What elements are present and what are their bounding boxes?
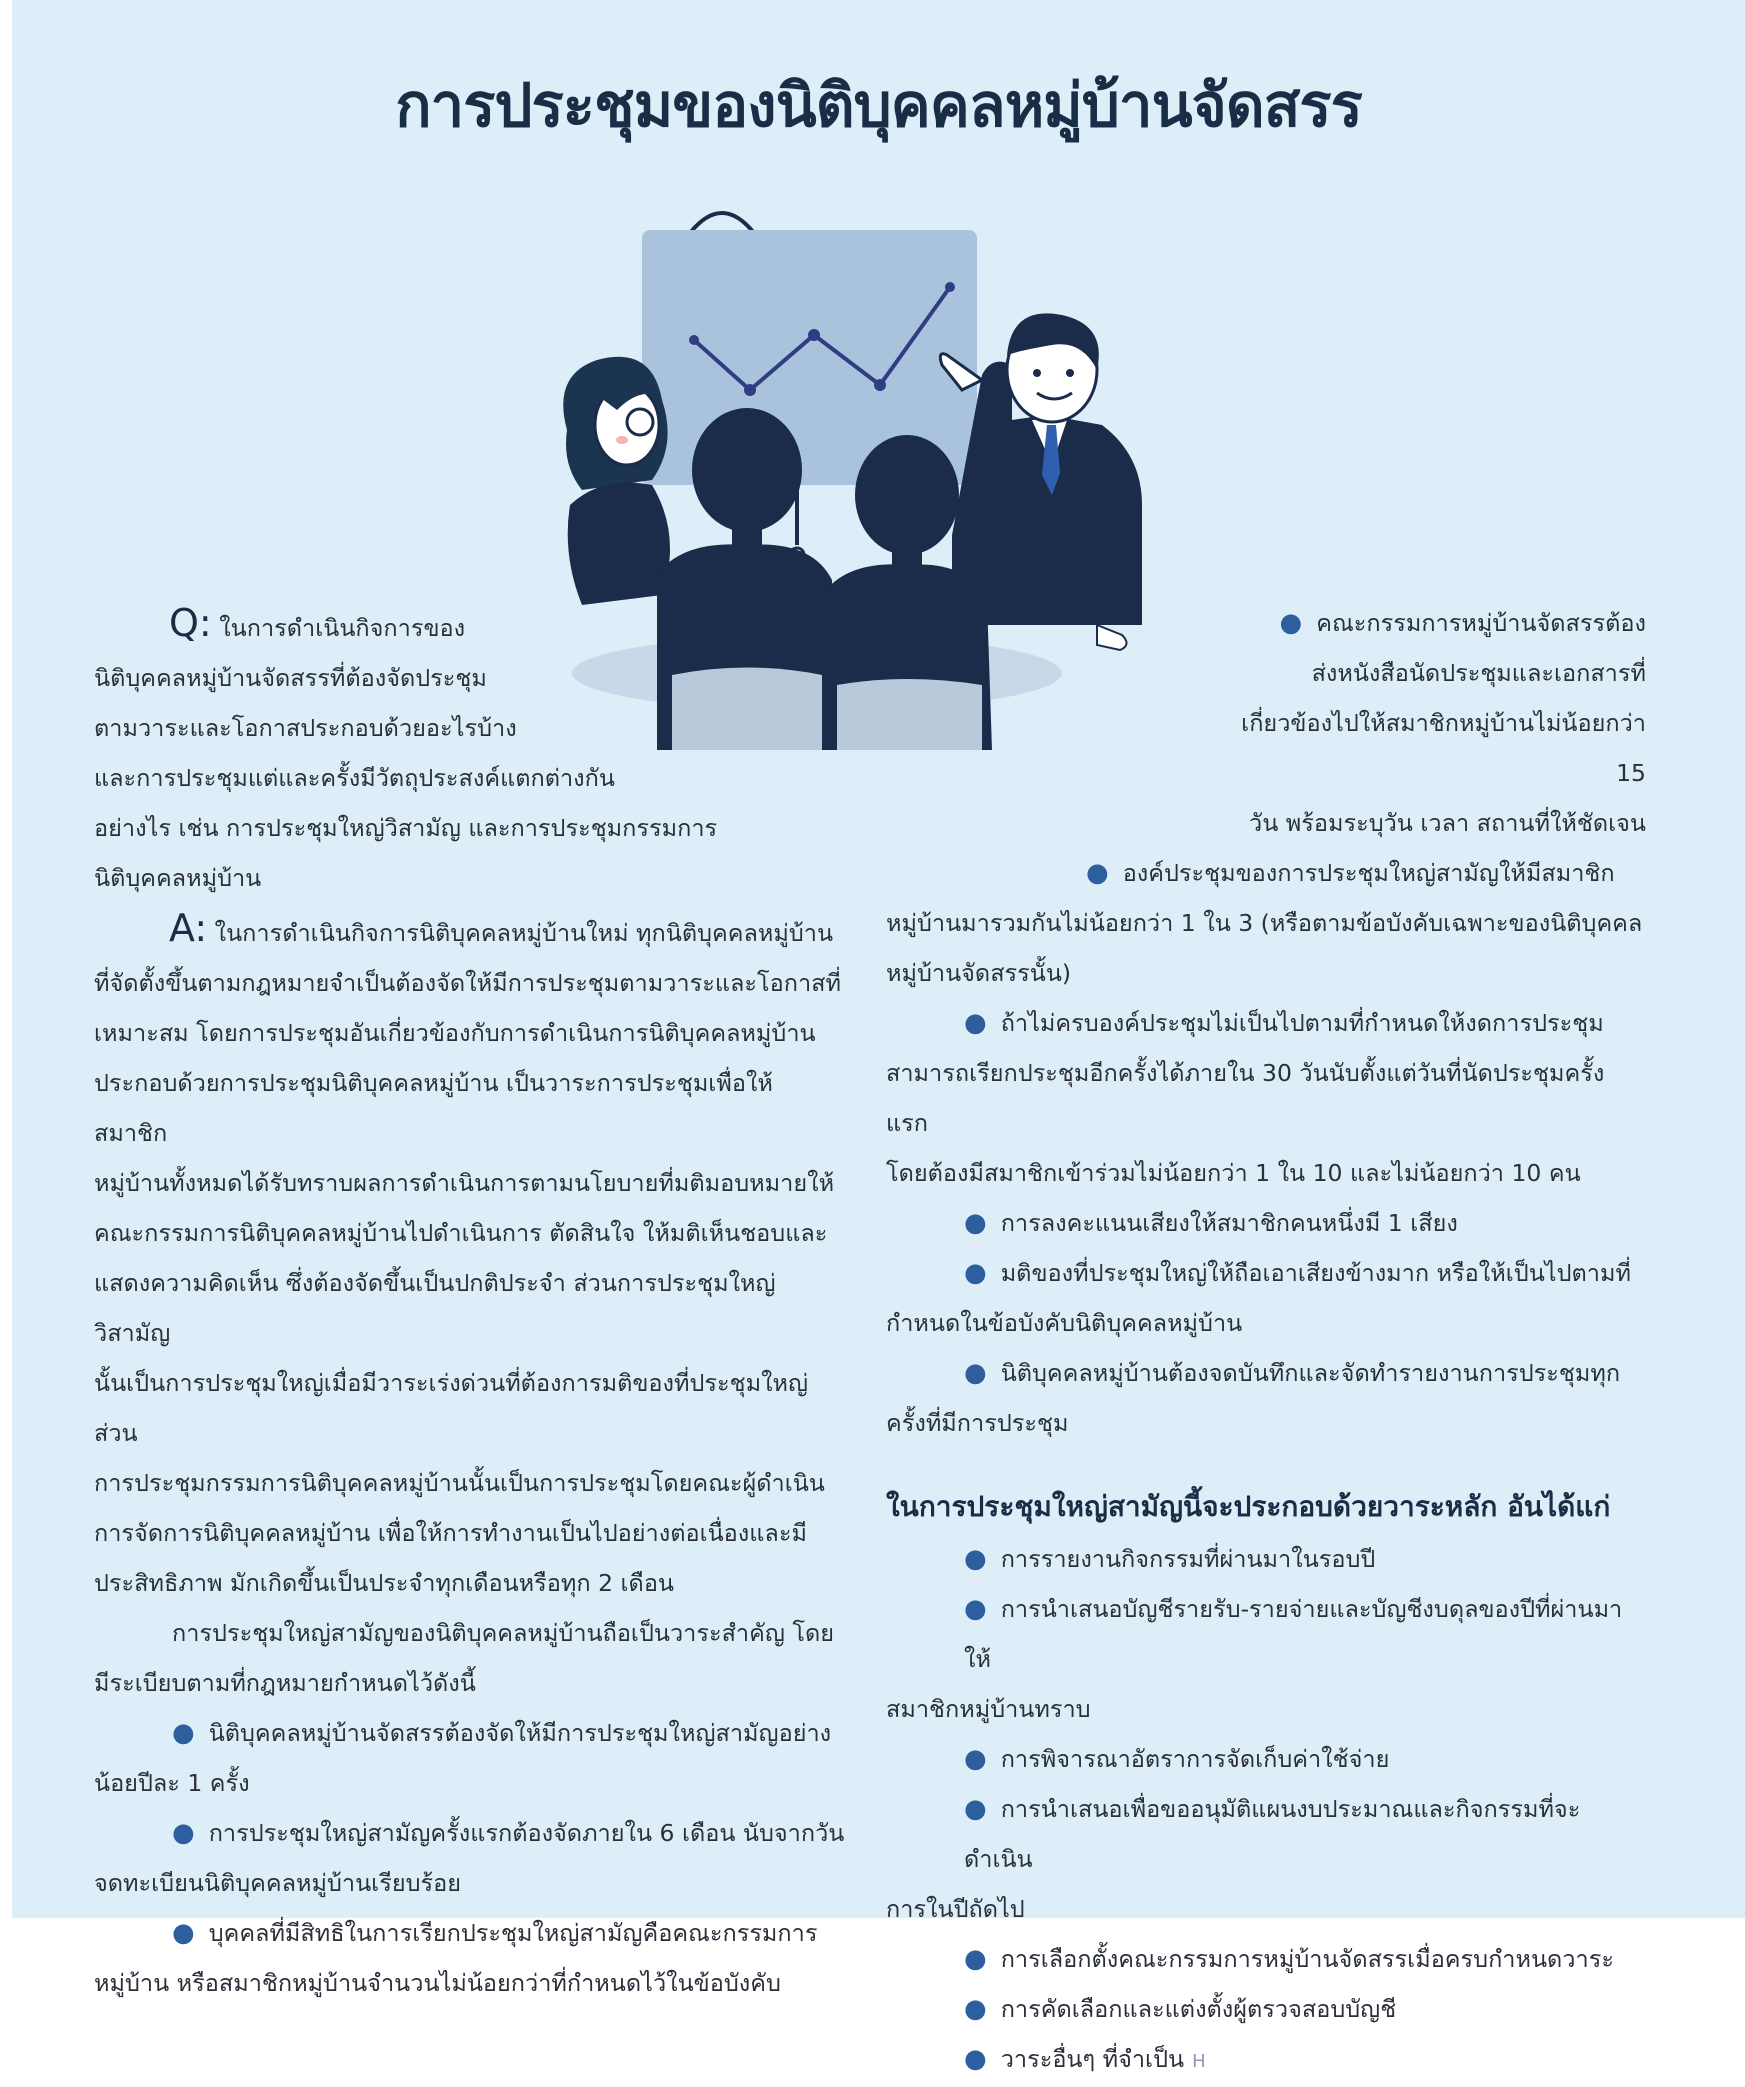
answer-block [94, 903, 846, 1708]
bullet-text: บุคคลที่มีสิทธิในการเรียกประชุมใหญ่สามัญคือคณะกรรมการ [208, 1919, 818, 1947]
bullet-text: ถ้าไม่ครบองค์ประชุมไม่เป็นไปตามที่กำหนดให้งดการประชุม [1000, 1009, 1604, 1037]
bullet-text: ส่งหนังสือนัดประชุมและเอกสารที่ [1311, 659, 1646, 687]
bullet-text: การลงคะแนนเสียงให้สมาชิกคนหนึ่งมี 1 เสียง [1000, 1209, 1458, 1237]
bullet-text: เกี่ยวข้องไปให้สมาชิกหมู่บ้านไม่น้อยกว่า 15 [1241, 709, 1646, 787]
answer-line: หมู่บ้านทั้งหมดได้รับทราบผลการดำเนินการตามนโยบายที่มติมอบหมายให้ [94, 1169, 835, 1197]
bullet-icon: ● [964, 1944, 987, 1974]
answer-line: การประชุมกรรมการนิติบุคคลหมู่บ้านนั้นเป็นการประชุมโดยคณะผู้ดำเนิน [94, 1469, 825, 1497]
right-top-bullet [886, 598, 1646, 848]
bullet-icon: ● [964, 1358, 987, 1388]
agenda-heading: ในการประชุมใหญ่สามัญนี้จะประกอบด้วยวาระหลัก อันได้แก่ [886, 1490, 1611, 1523]
answer-line: แสดงความคิดเห็น ซึ่งต้องจัดขึ้นเป็นปกติประจำ ส่วนการประชุมใหญ่วิสามัญ [94, 1269, 776, 1347]
bullet-icon: ● [964, 1994, 987, 2024]
question-line: นิติบุคคลหมู่บ้าน [94, 864, 262, 892]
bullet-text: สามารถเรียกประชุมอีกครั้งได้ภายใน 30 วันนับตั้งแต่วันที่นัดประชุมครั้งแรก [886, 1059, 1605, 1137]
answer-para2-line: มีระเบียบตามที่กฎหมายกำหนดไว้ดังนี้ [94, 1669, 476, 1697]
bullet-text: หมู่บ้าน หรือสมาชิกหมู่บ้านจำนวนไม่น้อยกว่าที่กำหนดไว้ในข้อบังคับ [94, 1969, 781, 1997]
bullet-icon: ● [1086, 858, 1109, 888]
answer-line: เหมาะสม โดยการประชุมอันเกี่ยวข้องกับการดำเนินการนิติบุคคลหมู่บ้าน [94, 1019, 816, 1047]
agenda-bullet-list [886, 1534, 1646, 2087]
bullet-icon: ● [964, 1744, 987, 1774]
answer-line: คณะกรรมการนิติบุคคลหมู่บ้านไปดำเนินการ ตัดสินใจ ให้มติเห็นชอบและ [94, 1219, 828, 1247]
answer-mark: A: [169, 906, 208, 950]
bullet-text: การรายงานกิจกรรมที่ผ่านมาในรอบปี [1000, 1545, 1376, 1573]
question-block [94, 598, 846, 903]
bullet-text: คณะกรรมการหมู่บ้านจัดสรรต้อง [1316, 609, 1646, 637]
bullet-text: หมู่บ้านจัดสรรนั้น) [886, 959, 1072, 987]
answer-line: ในการดำเนินกิจการนิติบุคคลหมู่บ้านใหม่ ทุกนิติบุคคลหมู่บ้าน [214, 919, 834, 947]
bullet-text: วัน พร้อมระบุวัน เวลา สถานที่ให้ชัดเจน [1249, 809, 1646, 837]
bullet-icon: ● [1279, 608, 1303, 638]
bullet-text: การคัดเลือกและแต่งตั้งผู้ตรวจสอบบัญชี [1000, 1995, 1397, 2023]
bullet-text: มติของที่ประชุมใหญ่ให้ถือเอาเสียงข้างมาก หรือให้เป็นไปตามที่ [1000, 1259, 1631, 1287]
bullet-text: นิติบุคคลหมู่บ้านต้องจดบันทึกและจัดทำรายงานการประชุมทุก [1000, 1359, 1621, 1387]
bullet-text: กำหนดในข้อบังคับนิติบุคคลหมู่บ้าน [886, 1309, 1243, 1337]
bullet-text: การประชุมใหญ่สามัญครั้งแรกต้องจัดภายใน 6 เดือน นับจากวัน [208, 1819, 845, 1847]
bullet-icon: ● [964, 1008, 987, 1038]
answer-para2-line: การประชุมใหญ่สามัญของนิติบุคคลหมู่บ้านถือเป็นวาระสำคัญ โดย [172, 1619, 834, 1647]
right-column [886, 598, 1646, 2087]
bullet-text: หมู่บ้านมารวมกันไม่น้อยกว่า 1 ใน 3 (หรือตามข้อบังคับเฉพาะของนิติบุคคล [886, 909, 1643, 937]
bullet-icon: ● [964, 1794, 987, 1824]
bullet-icon: ● [964, 2044, 987, 2074]
answer-line: ประสิทธิภาพ มักเกิดขึ้นเป็นประจำทุกเดือนหรือทุก 2 เดือน [94, 1569, 674, 1597]
question-line: ในการดำเนินกิจการของ [219, 614, 466, 642]
question-line: และการประชุมแต่และครั้งมีวัตถุประสงค์แตกต่างกัน [94, 764, 615, 792]
bullet-text: นิติบุคคลหมู่บ้านจัดสรรต้องจัดให้มีการประชุมใหญ่สามัญอย่าง [208, 1719, 832, 1747]
answer-line: การจัดการนิติบุคคลหมู่บ้าน เพื่อให้การทำงานเป็นไปอย่างต่อเนื่องและมี [94, 1519, 807, 1547]
bullet-icon: ● [964, 1544, 987, 1574]
right-bullet-list [886, 848, 1646, 1448]
bullet-text: ครั้งที่มีการประชุม [886, 1409, 1069, 1437]
bullet-text: การในปีถัดไป [886, 1895, 1025, 1923]
answer-line: ที่จัดตั้งขึ้นตามกฎหมายจำเป็นต้องจัดให้มีการประชุมตามวาระและโอกาสที่ [94, 969, 841, 997]
question-mark: Q: [169, 601, 212, 645]
bullet-text: โดยต้องมีสมาชิกเข้าร่วมไม่น้อยกว่า 1 ใน 10 และไม่น้อยกว่า 10 คน [886, 1159, 1581, 1187]
bullet-icon: ● [172, 1918, 195, 1948]
bullet-icon: ● [964, 1594, 987, 1624]
bullet-text: การนำเสนอเพื่อขออนุมัติแผนงบประมาณและกิจกรรมที่จะดำเนิน [964, 1795, 1581, 1873]
question-line: นิติบุคคลหมู่บ้านจัดสรรที่ต้องจัดประชุม [94, 664, 487, 692]
bullet-text: วาระอื่นๆ ที่จำเป็น [1000, 2045, 1185, 2073]
page [12, 0, 1745, 2074]
bullet-text: องค์ประชุมของการประชุมใหญ่สามัญให้มีสมาชิก [1122, 859, 1615, 887]
end-mark: H [1192, 2051, 1206, 2072]
question-line: ตามวาระและโอกาสประกอบด้วยอะไรบ้าง [94, 714, 517, 742]
page-title: การประชุมของนิติบุคคลหมู่บ้านจัดสรร [395, 71, 1362, 141]
bullet-text: จดทะเบียนนิติบุคคลหมู่บ้านเรียบร้อย [94, 1869, 462, 1897]
bullet-icon: ● [964, 1208, 987, 1238]
answer-line: ประกอบด้วยการประชุมนิติบุคคลหมู่บ้าน เป็นวาระการประชุมเพื่อให้สมาชิก [94, 1069, 773, 1147]
bullet-icon: ● [172, 1718, 195, 1748]
answer-line: นั้นเป็นการประชุมใหญ่เมื่อมีวาระเร่งด่วนที่ต้องการมติของที่ประชุมใหญ่ ส่วน [94, 1369, 809, 1447]
question-line: อย่างไร เช่น การประชุมใหญ่วิสามัญ และการประชุมกรรมการ [94, 814, 718, 842]
bullet-text: การเลือกตั้งคณะกรรมการหมู่บ้านจัดสรรเมื่อครบกำหนดวาระ [1000, 1945, 1614, 1973]
bullet-icon: ● [964, 1258, 987, 1288]
left-column [94, 598, 846, 2008]
bullet-text: น้อยปีละ 1 ครั้ง [94, 1769, 250, 1797]
left-bullet-list [94, 1708, 846, 2008]
bullet-text: การพิจารณาอัตราการจัดเก็บค่าใช้จ่าย [1000, 1745, 1390, 1773]
bullet-text: การนำเสนอบัญชีรายรับ-รายจ่ายและบัญชีงบดุลของปีที่ผ่านมาให้ [964, 1595, 1623, 1673]
bullet-text: สมาชิกหมู่บ้านทราบ [886, 1695, 1091, 1723]
bullet-icon: ● [172, 1818, 195, 1848]
